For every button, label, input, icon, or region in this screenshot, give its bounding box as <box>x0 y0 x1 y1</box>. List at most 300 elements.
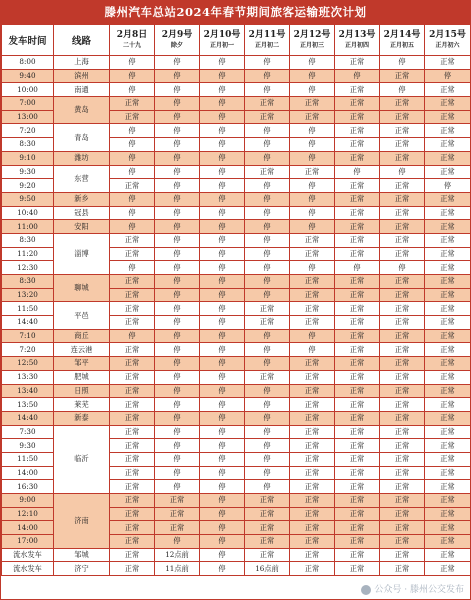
table-row <box>2 275 471 289</box>
header-time: 发车时间 <box>2 25 54 56</box>
status-cell: 正常 <box>290 425 335 439</box>
status-cell: 正常 <box>335 507 380 521</box>
status-cell: 停 <box>200 124 245 138</box>
status-cell: 停 <box>245 261 290 275</box>
status-cell: 停 <box>200 480 245 494</box>
status-cell: 正常 <box>380 329 425 343</box>
route-name: 冠县 <box>54 206 110 220</box>
status-cell: 停 <box>155 124 200 138</box>
status-cell: 正常 <box>380 425 425 439</box>
departure-time: 10:00 <box>2 83 54 97</box>
status-cell: 停 <box>290 69 335 83</box>
status-cell: 正常 <box>380 357 425 371</box>
status-cell: 正常 <box>110 507 155 521</box>
status-cell: 正常 <box>425 151 471 165</box>
header-route: 线路 <box>54 25 110 56</box>
status-cell: 停 <box>290 151 335 165</box>
status-cell: 停 <box>290 192 335 206</box>
status-cell: 停 <box>335 165 380 179</box>
status-cell: 停 <box>155 206 200 220</box>
header-date-label: 2月10号 <box>203 30 241 40</box>
status-cell: 停 <box>245 83 290 97</box>
status-cell: 正常 <box>425 97 471 111</box>
status-cell: 正常 <box>335 343 380 357</box>
departure-time: 7:10 <box>2 329 54 343</box>
status-cell: 正常 <box>245 165 290 179</box>
header-date <box>200 25 245 56</box>
status-cell: 停 <box>200 535 245 549</box>
status-cell: 停 <box>110 192 155 206</box>
status-cell: 正常 <box>380 206 425 220</box>
status-cell: 正常 <box>335 302 380 316</box>
status-cell: 停 <box>200 357 245 371</box>
status-cell: 正常 <box>110 233 155 247</box>
departure-time: 9:20 <box>2 179 54 193</box>
status-cell: 停 <box>110 220 155 234</box>
status-cell: 停 <box>245 206 290 220</box>
departure-time: 12:30 <box>2 261 54 275</box>
status-cell: 正常 <box>380 151 425 165</box>
status-cell: 正常 <box>110 384 155 398</box>
status-cell: 正常 <box>380 220 425 234</box>
status-cell: 停 <box>290 261 335 275</box>
header-lunar-label: 正月初六 <box>435 42 460 49</box>
status-cell: 停 <box>155 439 200 453</box>
status-cell: 正常 <box>335 220 380 234</box>
status-cell: 正常 <box>425 357 471 371</box>
status-cell: 正常 <box>425 56 471 70</box>
status-cell: 停 <box>245 288 290 302</box>
status-cell: 16点前 <box>245 562 290 576</box>
status-cell: 停 <box>335 69 380 83</box>
status-cell: 停 <box>110 151 155 165</box>
status-cell: 停 <box>155 56 200 70</box>
route-name: 莱芜 <box>54 398 110 412</box>
status-cell: 正常 <box>245 316 290 330</box>
status-cell: 正常 <box>335 494 380 508</box>
status-cell: 停 <box>155 275 200 289</box>
route-name: 肥城 <box>54 370 110 384</box>
status-cell: 正常 <box>290 439 335 453</box>
table-row <box>2 494 471 508</box>
status-cell: 正常 <box>380 562 425 576</box>
status-cell: 正常 <box>110 302 155 316</box>
status-cell: 停 <box>200 110 245 124</box>
route-name: 黄岛 <box>54 97 110 124</box>
departure-time: 13:50 <box>2 398 54 412</box>
departure-time: 14:00 <box>2 466 54 480</box>
status-cell: 正常 <box>425 411 471 425</box>
status-cell: 停 <box>155 425 200 439</box>
table-row <box>2 233 471 247</box>
status-cell: 正常 <box>380 343 425 357</box>
status-cell: 停 <box>155 69 200 83</box>
header-date <box>335 25 380 56</box>
header-date-label: 2月14号 <box>383 30 421 40</box>
status-cell: 正常 <box>335 535 380 549</box>
status-cell: 停 <box>200 247 245 261</box>
table-row <box>2 302 471 316</box>
status-cell: 停 <box>245 179 290 193</box>
status-cell: 停 <box>200 425 245 439</box>
status-cell: 正常 <box>425 275 471 289</box>
page-title: 滕州汽车总站2024年春节期间旅客运输班次计划 <box>1 1 470 24</box>
header-date-label: 2月15号 <box>429 30 466 40</box>
status-cell: 停 <box>245 138 290 152</box>
departure-time: 9:40 <box>2 69 54 83</box>
status-cell: 正常 <box>380 124 425 138</box>
route-name: 邹城 <box>54 548 110 562</box>
status-cell: 停 <box>200 97 245 111</box>
departure-time: 7:00 <box>2 97 54 111</box>
table-row <box>2 124 471 138</box>
status-cell: 停 <box>290 124 335 138</box>
status-cell: 正常 <box>425 548 471 562</box>
status-cell: 正常 <box>380 179 425 193</box>
status-cell: 正常 <box>425 206 471 220</box>
status-cell: 正常 <box>245 535 290 549</box>
status-cell: 停 <box>245 329 290 343</box>
status-cell: 停 <box>245 357 290 371</box>
status-cell: 正常 <box>380 97 425 111</box>
status-cell: 停 <box>200 138 245 152</box>
status-cell: 正常 <box>290 411 335 425</box>
header-lunar-label: 正月初一 <box>209 42 234 49</box>
status-cell: 正常 <box>290 535 335 549</box>
route-name: 东营 <box>54 165 110 192</box>
watermark <box>361 582 464 595</box>
status-cell: 正常 <box>335 206 380 220</box>
status-cell: 停 <box>200 343 245 357</box>
status-cell: 正常 <box>425 83 471 97</box>
status-cell: 正常 <box>380 480 425 494</box>
status-cell: 正常 <box>335 56 380 70</box>
status-cell: 停 <box>155 302 200 316</box>
departure-time: 流水发车 <box>2 548 54 562</box>
status-cell: 停 <box>155 220 200 234</box>
status-cell: 停 <box>110 56 155 70</box>
header-date-label: 2月13号 <box>338 30 376 40</box>
status-cell: 停 <box>245 220 290 234</box>
departure-time: 8:30 <box>2 138 54 152</box>
status-cell: 正常 <box>245 548 290 562</box>
status-cell: 正常 <box>380 288 425 302</box>
status-cell: 正常 <box>335 452 380 466</box>
status-cell: 正常 <box>290 480 335 494</box>
status-cell: 正常 <box>335 233 380 247</box>
status-cell: 正常 <box>245 494 290 508</box>
route-name: 新乡 <box>54 192 110 206</box>
table-row <box>2 357 471 371</box>
status-cell: 停 <box>155 466 200 480</box>
route-name: 聊城 <box>54 275 110 302</box>
header-lunar-label: 正月初三 <box>299 42 324 49</box>
route-name: 安阳 <box>54 220 110 234</box>
status-cell: 正常 <box>425 466 471 480</box>
status-cell: 停 <box>200 562 245 576</box>
route-name: 淄博 <box>54 233 110 274</box>
status-cell: 正常 <box>425 110 471 124</box>
status-cell: 停 <box>380 261 425 275</box>
status-cell: 正常 <box>335 316 380 330</box>
status-cell: 停 <box>245 411 290 425</box>
route-name: 南通 <box>54 83 110 97</box>
route-name: 滨州 <box>54 69 110 83</box>
schedule-table <box>1 24 471 576</box>
route-name: 商丘 <box>54 329 110 343</box>
status-cell: 正常 <box>290 97 335 111</box>
departure-time: 7:20 <box>2 124 54 138</box>
status-cell: 正常 <box>425 316 471 330</box>
departure-time: 12:10 <box>2 507 54 521</box>
departure-time: 11:50 <box>2 302 54 316</box>
status-cell: 停 <box>155 316 200 330</box>
status-cell: 停 <box>155 370 200 384</box>
status-cell: 正常 <box>335 192 380 206</box>
departure-time: 7:30 <box>2 425 54 439</box>
status-cell: 停 <box>110 138 155 152</box>
status-cell: 正常 <box>380 138 425 152</box>
status-cell: 正常 <box>110 370 155 384</box>
status-cell: 正常 <box>110 97 155 111</box>
departure-time: 9:30 <box>2 439 54 453</box>
status-cell: 正常 <box>290 398 335 412</box>
status-cell: 停 <box>200 302 245 316</box>
route-name: 临沂 <box>54 425 110 493</box>
header-date-label: 2月11号 <box>248 30 286 40</box>
header-date <box>290 25 335 56</box>
status-cell: 正常 <box>380 521 425 535</box>
status-cell: 停 <box>155 165 200 179</box>
status-cell: 停 <box>245 439 290 453</box>
status-cell: 停 <box>290 56 335 70</box>
status-cell: 正常 <box>290 384 335 398</box>
status-cell: 正常 <box>110 275 155 289</box>
status-cell: 停 <box>155 288 200 302</box>
status-cell: 正常 <box>245 97 290 111</box>
status-cell: 停 <box>155 398 200 412</box>
status-cell: 正常 <box>335 357 380 371</box>
status-cell: 停 <box>245 398 290 412</box>
status-cell: 正常 <box>335 138 380 152</box>
header-date-label: 2月8日 <box>116 30 148 40</box>
status-cell: 停 <box>110 206 155 220</box>
status-cell: 停 <box>245 466 290 480</box>
status-cell: 正常 <box>110 343 155 357</box>
status-cell: 正常 <box>425 562 471 576</box>
header-lunar-label: 二十九 <box>122 42 141 49</box>
status-cell: 正常 <box>380 548 425 562</box>
table-row <box>2 83 471 97</box>
status-cell: 停 <box>200 507 245 521</box>
status-cell: 正常 <box>425 384 471 398</box>
status-cell: 正常 <box>425 261 471 275</box>
status-cell: 正常 <box>245 507 290 521</box>
status-cell: 停 <box>380 165 425 179</box>
status-cell: 正常 <box>425 124 471 138</box>
status-cell: 停 <box>110 329 155 343</box>
status-cell: 正常 <box>380 69 425 83</box>
table-row <box>2 206 471 220</box>
departure-time: 11:00 <box>2 220 54 234</box>
status-cell: 正常 <box>110 494 155 508</box>
status-cell: 停 <box>200 192 245 206</box>
status-cell: 正常 <box>245 302 290 316</box>
departure-time: 9:00 <box>2 494 54 508</box>
status-cell: 正常 <box>335 384 380 398</box>
status-cell: 正常 <box>380 398 425 412</box>
header-date <box>110 25 155 56</box>
status-cell: 正常 <box>110 535 155 549</box>
status-cell: 停 <box>245 233 290 247</box>
departure-time: 11:50 <box>2 452 54 466</box>
header-date <box>425 25 471 56</box>
status-cell: 正常 <box>110 357 155 371</box>
status-cell: 正常 <box>110 521 155 535</box>
status-cell: 正常 <box>380 452 425 466</box>
departure-time: 14:40 <box>2 411 54 425</box>
departure-time: 13:20 <box>2 288 54 302</box>
status-cell: 停 <box>155 110 200 124</box>
route-name: 平邑 <box>54 302 110 329</box>
status-cell: 正常 <box>425 165 471 179</box>
status-cell: 正常 <box>425 138 471 152</box>
status-cell: 正常 <box>380 275 425 289</box>
status-cell: 正常 <box>380 247 425 261</box>
status-cell: 正常 <box>290 110 335 124</box>
status-cell: 正常 <box>335 548 380 562</box>
status-cell: 停 <box>200 521 245 535</box>
departure-time: 8:00 <box>2 56 54 70</box>
status-cell: 正常 <box>380 466 425 480</box>
table-row <box>2 411 471 425</box>
status-cell: 正常 <box>380 233 425 247</box>
departure-time: 17:00 <box>2 535 54 549</box>
status-cell: 正常 <box>425 480 471 494</box>
status-cell: 停 <box>245 151 290 165</box>
status-cell: 正常 <box>335 439 380 453</box>
status-cell: 正常 <box>110 316 155 330</box>
status-cell: 停 <box>245 275 290 289</box>
status-cell: 停 <box>425 69 471 83</box>
status-cell: 正常 <box>245 370 290 384</box>
departure-time: 16:30 <box>2 480 54 494</box>
status-cell: 停 <box>155 357 200 371</box>
route-name: 青岛 <box>54 124 110 151</box>
status-cell: 正常 <box>380 370 425 384</box>
status-cell: 正常 <box>290 165 335 179</box>
status-cell: 正常 <box>380 316 425 330</box>
table-row <box>2 370 471 384</box>
status-cell: 正常 <box>110 466 155 480</box>
table-row <box>2 165 471 179</box>
status-cell: 停 <box>155 343 200 357</box>
status-cell: 正常 <box>335 411 380 425</box>
status-cell: 正常 <box>335 398 380 412</box>
status-cell: 停 <box>155 411 200 425</box>
departure-time: 12:50 <box>2 357 54 371</box>
route-name: 上海 <box>54 56 110 70</box>
status-cell: 正常 <box>425 192 471 206</box>
route-name: 济宁 <box>54 562 110 576</box>
status-cell: 停 <box>200 370 245 384</box>
departure-time: 9:30 <box>2 165 54 179</box>
status-cell: 正常 <box>290 466 335 480</box>
schedule-body <box>2 56 471 576</box>
status-cell: 停 <box>155 329 200 343</box>
status-cell: 停 <box>290 220 335 234</box>
status-cell: 停 <box>200 411 245 425</box>
status-cell: 停 <box>155 247 200 261</box>
departure-time: 14:00 <box>2 521 54 535</box>
status-cell: 正常 <box>110 562 155 576</box>
route-name: 邹平 <box>54 357 110 371</box>
status-cell: 停 <box>200 83 245 97</box>
status-cell: 正常 <box>110 411 155 425</box>
header-date-label: 2月12号 <box>293 30 331 40</box>
table-row <box>2 151 471 165</box>
status-cell: 停 <box>290 206 335 220</box>
status-cell: 12点前 <box>155 548 200 562</box>
status-cell: 停 <box>335 261 380 275</box>
status-cell: 正常 <box>425 370 471 384</box>
status-cell: 正常 <box>110 439 155 453</box>
status-cell: 正常 <box>425 535 471 549</box>
table-row <box>2 69 471 83</box>
header-date-label: 2月9号 <box>161 30 193 40</box>
status-cell: 停 <box>380 83 425 97</box>
status-cell: 正常 <box>425 302 471 316</box>
status-cell: 正常 <box>110 425 155 439</box>
route-name: 济南 <box>54 494 110 549</box>
route-name: 潍坊 <box>54 151 110 165</box>
status-cell: 停 <box>245 384 290 398</box>
status-cell: 停 <box>155 192 200 206</box>
status-cell: 正常 <box>335 562 380 576</box>
status-cell: 正常 <box>155 507 200 521</box>
status-cell: 停 <box>200 275 245 289</box>
status-cell: 正常 <box>110 179 155 193</box>
departure-time: 8:30 <box>2 275 54 289</box>
status-cell: 正常 <box>335 480 380 494</box>
table-row <box>2 384 471 398</box>
status-cell: 正常 <box>335 151 380 165</box>
status-cell: 停 <box>200 206 245 220</box>
departure-time: 10:40 <box>2 206 54 220</box>
status-cell: 停 <box>290 179 335 193</box>
status-cell: 正常 <box>425 521 471 535</box>
status-cell: 停 <box>380 56 425 70</box>
status-cell: 正常 <box>380 507 425 521</box>
status-cell: 停 <box>155 138 200 152</box>
status-cell: 正常 <box>290 247 335 261</box>
status-cell: 11点前 <box>155 562 200 576</box>
status-cell: 停 <box>200 179 245 193</box>
status-cell: 停 <box>245 56 290 70</box>
status-cell: 停 <box>200 69 245 83</box>
table-row <box>2 56 471 70</box>
status-cell: 正常 <box>335 97 380 111</box>
status-cell: 正常 <box>335 370 380 384</box>
status-cell: 正常 <box>290 548 335 562</box>
status-cell: 正常 <box>425 288 471 302</box>
status-cell: 正常 <box>110 480 155 494</box>
status-cell: 停 <box>200 233 245 247</box>
status-cell: 正常 <box>425 329 471 343</box>
status-cell: 正常 <box>425 494 471 508</box>
status-cell: 正常 <box>425 425 471 439</box>
table-row <box>2 548 471 562</box>
